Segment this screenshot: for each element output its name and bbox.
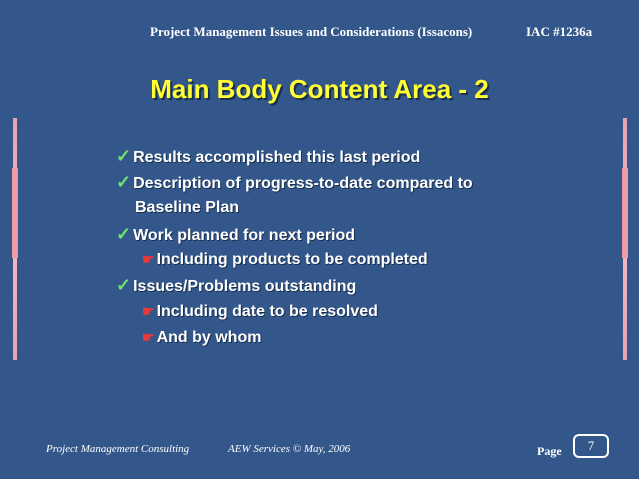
bullet-text: Results accomplished this last period bbox=[133, 149, 421, 166]
pointing-hand-icon: ☛ bbox=[142, 303, 155, 319]
check-icon: ✓ bbox=[116, 224, 132, 244]
left-bar-notch-lower bbox=[12, 218, 18, 258]
right-bar-notch-upper bbox=[622, 168, 628, 218]
sub-bullet-text: And by whom bbox=[156, 329, 262, 346]
bullet-text: Issues/Problems outstanding bbox=[133, 278, 357, 295]
check-icon: ✓ bbox=[116, 146, 132, 166]
header-title: Project Management Issues and Considerations (Issacons) bbox=[150, 24, 473, 39]
bullet-item bbox=[116, 144, 420, 168]
bullet-continuation bbox=[135, 196, 239, 220]
page-label: Page bbox=[537, 444, 562, 458]
slide-footer bbox=[0, 443, 639, 465]
pointing-hand-icon: ☛ bbox=[142, 329, 155, 345]
bullet-text: Work planned for next period bbox=[133, 227, 356, 244]
footer-company: Project Management Consulting bbox=[46, 443, 190, 455]
slide-header bbox=[0, 24, 639, 44]
header-code: IAC #1236a bbox=[526, 24, 593, 39]
check-icon: ✓ bbox=[116, 275, 132, 295]
page-number-box: 7 bbox=[573, 434, 609, 458]
bullet-text: Baseline Plan bbox=[135, 199, 240, 216]
sub-bullet-item bbox=[142, 247, 428, 271]
sub-bullet-text: Including date to be resolved bbox=[156, 303, 378, 320]
right-bar-notch-lower bbox=[622, 218, 628, 258]
left-decorative-bar bbox=[13, 118, 17, 360]
left-bar-notch-upper bbox=[12, 168, 18, 218]
bullet-text: Description of progress-to-date compared to bbox=[133, 175, 473, 192]
sub-bullet-text: Including products to be completed bbox=[156, 251, 428, 268]
bullet-item bbox=[116, 273, 356, 297]
bullet-item bbox=[116, 222, 355, 246]
bullet-item bbox=[116, 170, 473, 194]
check-icon: ✓ bbox=[116, 172, 132, 192]
right-decorative-bar bbox=[623, 118, 627, 360]
footer-copyright: AEW Services © May, 2006 bbox=[228, 443, 351, 455]
slide-title: Main Body Content Area - 2 bbox=[150, 74, 489, 104]
pointing-hand-icon: ☛ bbox=[142, 251, 155, 267]
sub-bullet-item bbox=[142, 299, 378, 323]
sub-bullet-item bbox=[142, 325, 261, 349]
